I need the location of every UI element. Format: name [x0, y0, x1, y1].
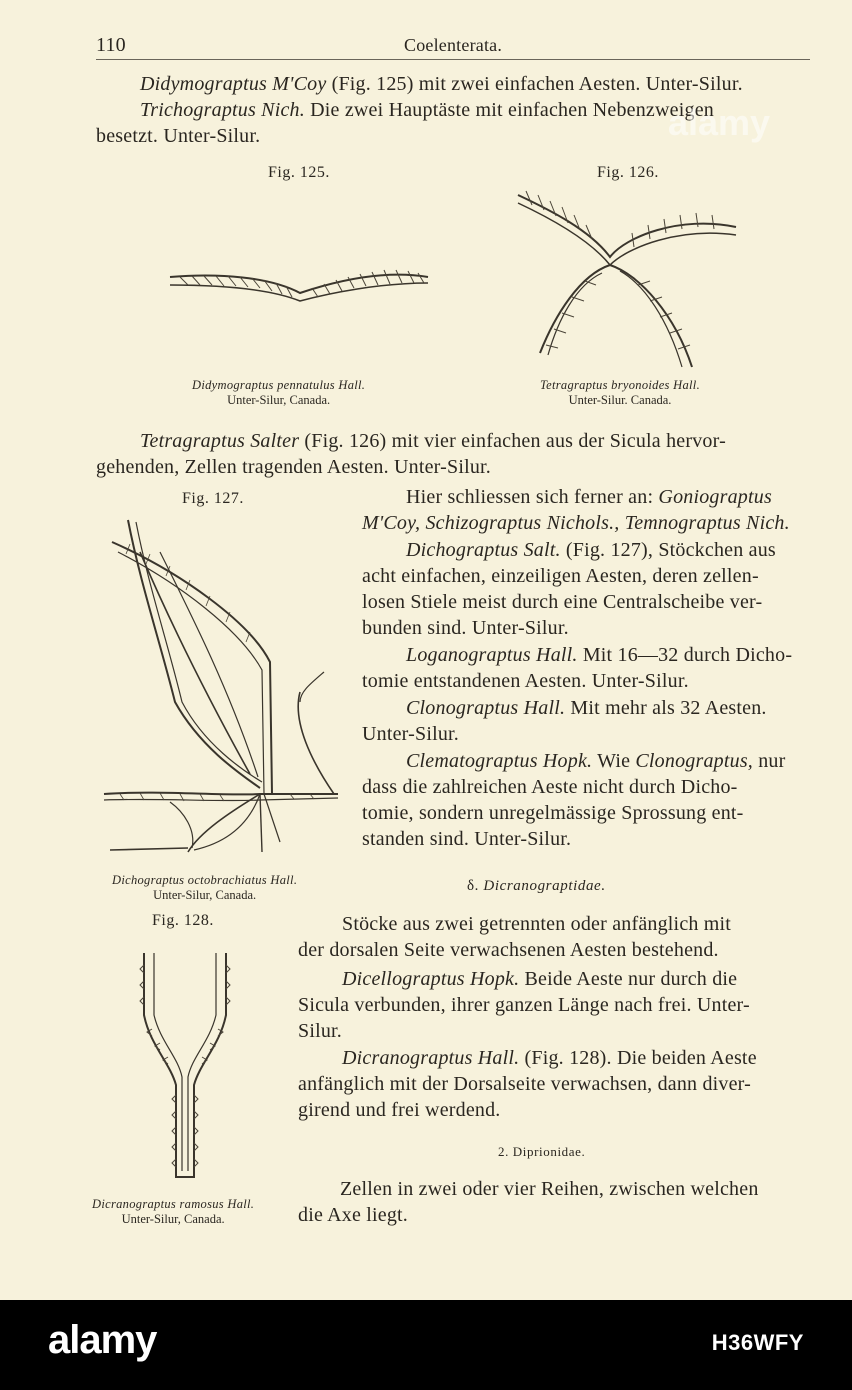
fig127-caption-species: Dichograptus octobrachiatus Hall.	[112, 873, 298, 887]
genus-trichograptus: Trichograptus Nich.	[140, 99, 305, 121]
para4-line2: acht einfachen, einzeiligen Aesten, deren zellen-	[362, 565, 759, 587]
para10-line3: girend und frei werdend.	[298, 1099, 501, 1121]
para1-line1: Didymograptus M'Coy (Fig. 125) mit zwei einfachen Aesten. Unter-Silur.	[140, 73, 743, 95]
fig128-caption-location: Unter-Silur, Canada.	[121, 1212, 225, 1226]
watermark-logo: alamy	[668, 102, 771, 143]
para9-line2: Sicula verbunden, ihrer ganzen Länge nach frei. Unter-	[298, 994, 750, 1016]
fig126-caption	[540, 378, 700, 408]
running-title: Coelenterata.	[404, 35, 503, 55]
para8-line1: Stöcke aus zwei getrennten oder anfänglich mit	[342, 913, 732, 935]
header-rule	[96, 59, 810, 60]
fig126-illustration	[510, 185, 750, 375]
para9-line3: Silur.	[298, 1020, 342, 1042]
para11-line1: Zellen in zwei oder vier Reihen, zwischen welchen	[340, 1178, 759, 1200]
genus-loganograptus: Loganograptus Hall.	[406, 644, 578, 666]
genus-dichograptus: Dichograptus Salt.	[406, 539, 561, 561]
fig127-label: Fig. 127.	[182, 490, 244, 507]
genus-didymograptus: Didymograptus M'Coy	[140, 73, 327, 95]
para7-line3: tomie, sondern unregelmässige Sprossung ent-	[362, 802, 744, 824]
section-diprionidae: 2. Diprionidae.	[498, 1144, 586, 1159]
fig127-caption	[112, 873, 297, 903]
fig125-label: Fig. 125.	[268, 164, 330, 181]
page-number: 110	[96, 34, 126, 56]
genus-dicranograptus: Dicranograptus Hall.	[342, 1047, 520, 1069]
para2-line2: gehenden, Zellen tragenden Aesten. Unter-Silur.	[96, 456, 491, 478]
genus-clematograptus: Clematograptus Hopk.	[406, 750, 593, 772]
fig128-caption-species: Dicranograptus ramosus Hall.	[92, 1197, 255, 1211]
fig125-caption-location: Unter-Silur, Canada.	[227, 393, 331, 407]
fig127-caption-location: Unter-Silur, Canada.	[153, 888, 257, 902]
genus-clonograptus: Clonograptus Hall.	[406, 697, 566, 719]
fig125-illustration	[160, 255, 440, 315]
para11-line2: die Axe liegt.	[298, 1204, 408, 1226]
para4-line1: Dichograptus Salt. (Fig. 127), Stöckchen aus	[406, 539, 776, 561]
fig128-label: Fig. 128.	[152, 912, 214, 929]
para1-line2: Trichograptus Nich. Die zwei Hauptäste mit einfachen Nebenzweigen	[140, 99, 714, 121]
fig128-illustration	[130, 945, 240, 1190]
fig125-caption	[192, 378, 365, 408]
image-code: H36WFY	[711, 1330, 804, 1355]
fig126-label: Fig. 126.	[597, 164, 659, 181]
para5-line2: tomie entstandenen Aesten. Unter-Silur.	[362, 670, 689, 692]
para6-line1: Clonograptus Hall. Mit mehr als 32 Aesten.	[406, 697, 767, 719]
fig126-caption-location: Unter-Silur. Canada.	[568, 393, 672, 407]
para4-line3: losen Stiele meist durch eine Centralscheibe ver-	[362, 591, 763, 613]
para9-line1: Dicellograptus Hopk. Beide Aeste nur durch die	[342, 968, 738, 990]
genus-dicellograptus: Dicellograptus Hopk.	[342, 968, 520, 990]
genus-goniograptus: Goniograptus	[658, 486, 772, 508]
para4-line4: bunden sind. Unter-Silur.	[362, 617, 569, 639]
para1-line3: besetzt. Unter-Silur.	[96, 125, 261, 147]
para7-line2: dass die zahlreichen Aeste nicht durch Dicho-	[362, 776, 738, 798]
para10-line1: Dicranograptus Hall. (Fig. 128). Die beiden Aeste	[342, 1047, 757, 1069]
para8-line2: der dorsalen Seite verwachsenen Aesten bestehend.	[298, 939, 719, 961]
para6-line2: Unter-Silur.	[362, 723, 459, 745]
para3-line1: Hier schliessen sich ferner an: Goniograptus	[406, 486, 772, 508]
section-dicranograptidae: δ. Dicranograptidae.	[467, 878, 606, 894]
fig127-illustration	[100, 512, 345, 867]
para10-line2: anfänglich mit der Dorsalseite verwachsen, dann diver-	[298, 1073, 752, 1095]
para5-line1: Loganograptus Hall. Mit 16—32 durch Dicho-	[406, 644, 793, 666]
fig125-caption-species: Didymograptus pennatulus Hall.	[192, 378, 366, 392]
footer-logo: alamy	[48, 1318, 157, 1362]
para7-line4: standen sind. Unter-Silur.	[362, 828, 572, 850]
footer-bar	[0, 1300, 852, 1390]
genus-tetragraptus: Tetragraptus Salter	[140, 430, 300, 452]
fig128-caption	[92, 1197, 254, 1227]
para2-line1: Tetragraptus Salter (Fig. 126) mit vier einfachen aus der Sicula hervor-	[140, 430, 726, 452]
fig126-caption-species: Tetragraptus bryonoides Hall.	[540, 378, 700, 392]
para7-line1: Clematograptus Hopk. Wie Clonograptus, nur	[406, 750, 786, 772]
para3-line2: M'Coy, Schizograptus Nichols., Temnograptus Nich.	[362, 512, 790, 534]
